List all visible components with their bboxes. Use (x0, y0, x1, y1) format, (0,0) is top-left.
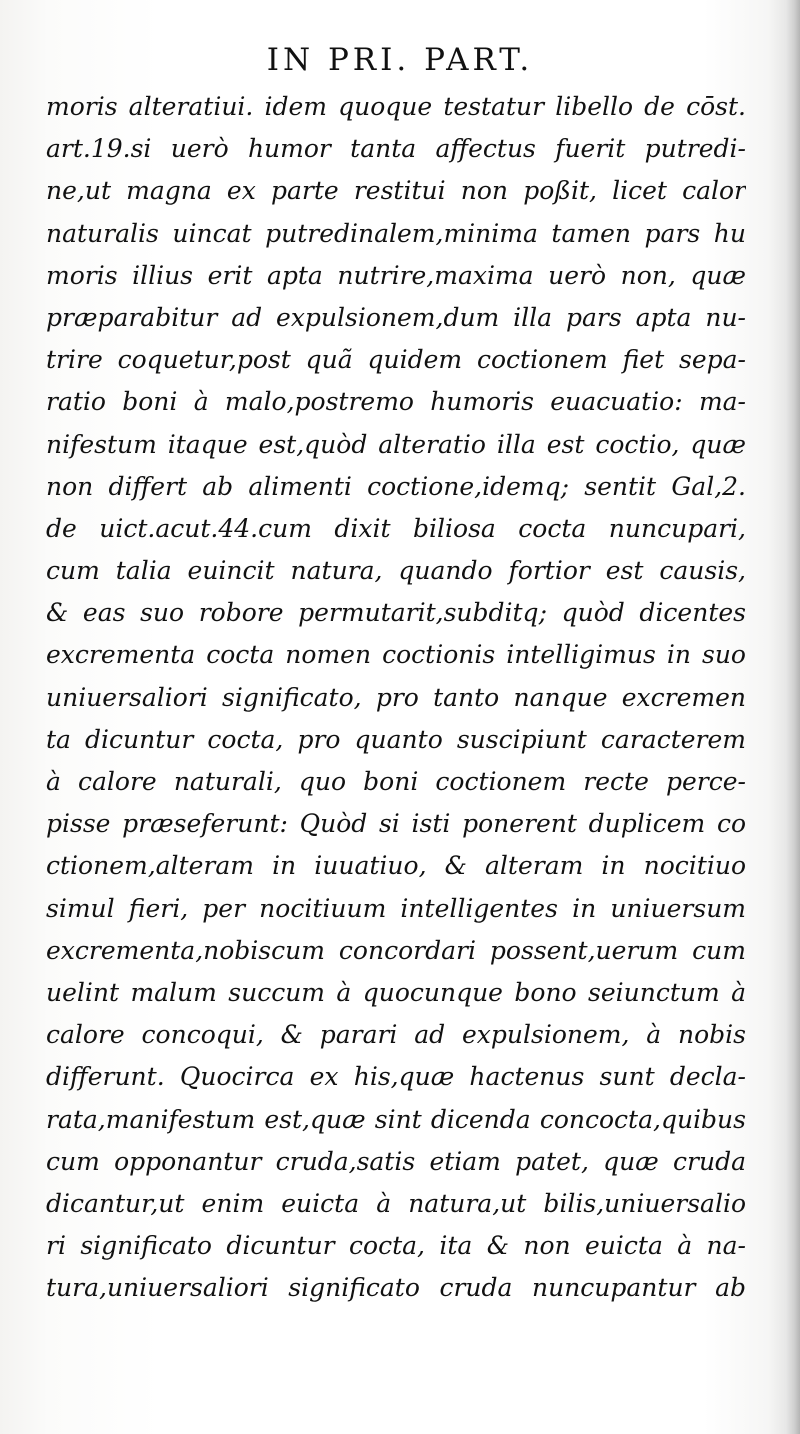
text-line: præparabitur ad expulsionem,dum illa pars apta nu- (46, 302, 746, 332)
text-line: art.19.si uerò humor tanta affectus fuerit putredi- (46, 134, 746, 164)
running-head: IN PRI. PART. (266, 42, 534, 78)
text-line: uniuersaliori significato, pro tanto nanque excremen (46, 682, 746, 712)
page-gutter-shadow (786, 0, 800, 1434)
text-line: ri significato dicuntur cocta, ita & non euicta à na- (46, 1231, 746, 1261)
text-line: de uict.acut.44.cum dixit biliosa cocta nuncupari, (46, 513, 746, 543)
text-line: excrementa,nobiscum concordari possent,uerum cum (46, 935, 746, 965)
text-line: nifestum itaque est,quòd alteratio illa est coctio, quæ (46, 429, 746, 459)
text-line: simul fieri, per nocitiuum intelligentes in uniuersum (46, 893, 746, 923)
text-line: ne,ut magna ex parte restitui non poßit, licet calor (46, 176, 746, 206)
text-line: ratio boni à malo,postremo humoris euacuatio: ma- (46, 387, 746, 417)
text-line: moris alteratiui. idem quoque testatur libello de cōst. (46, 92, 746, 121)
text-line: excrementa cocta nomen coctionis intelligimus in suo (46, 640, 746, 670)
text-line: & eas suo robore permutarit,subditq; quòd dicentes (46, 598, 746, 628)
text-line: naturalis uincat putredinalem,minima tamen pars hu (46, 218, 746, 248)
text-line: non differt ab alimenti coctione,idemq; sentit Gal,2. (46, 471, 746, 501)
text-line: rata,manifestum est,quæ sint dicenda concocta,quibus (46, 1104, 746, 1134)
text-line: uelint malum succum à quocunque bono seiunctum à (46, 977, 746, 1007)
text-line: calore concoqui, & parari ad expulsionem, à nobis (46, 1020, 746, 1050)
body-text (46, 86, 746, 1309)
text-line: moris illius erit apta nutrire,maxima uerò non, quæ (46, 260, 746, 290)
text-line: à calore naturali, quo boni coctionem recte perce- (46, 767, 746, 796)
text-line: ctionem,alteram in iuuatiuo, & alteram in nocitiuo (46, 851, 746, 881)
text-line: trire coquetur,post quã quidem coctionem fiet sepa- (46, 345, 746, 375)
text-line: cum opponantur cruda,satis etiam patet, quæ cruda (46, 1146, 746, 1176)
text-line: pisse præseferunt: Quòd si isti ponerent duplicem co (46, 809, 746, 839)
text-line: cum talia euincit natura, quando fortior est causis, (46, 556, 746, 586)
text-line: dicantur,ut enim euicta à natura,ut bilis,uniuersalio (46, 1188, 746, 1218)
text-line: tura,uniuersaliori significato cruda nuncupantur ab (46, 1273, 746, 1303)
text-line: differunt. Quocirca ex his,quæ hactenus sunt decla- (46, 1062, 746, 1092)
text-line: ta dicuntur cocta, pro quanto suscipiunt caracterem (46, 724, 746, 754)
